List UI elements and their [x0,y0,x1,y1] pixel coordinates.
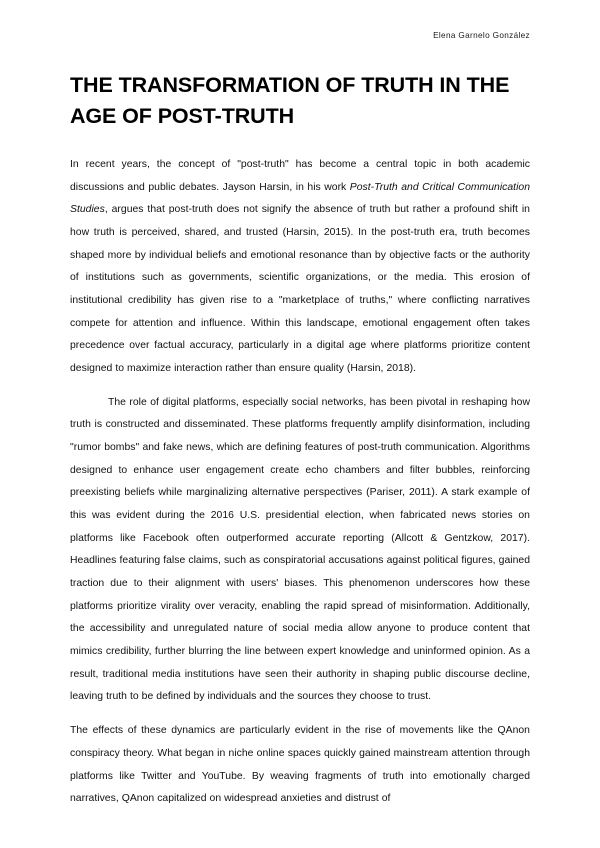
paragraph-3: The effects of these dynamics are particularly evident in the rise of movements like the QAnon conspiracy theory. What began in niche online spaces quickly gained mainstream attention through platforms like Twitter and YouTube. By weaving fragments of truth into emotionally charged narratives, QAnon capitalized on widespread anxieties and distrust of [70,725,530,805]
document-body [70,70,530,811]
running-header: Elena Garnelo González [433,31,530,40]
page-title: THE TRANSFORMATION OF TRUTH IN THE AGE OF POST-TRUTH [70,73,510,128]
paragraph-1 [70,154,530,381]
paragraph-1-text-after-citation: , argues that post-truth does not signify the absence of truth but rather a profound shift in how truth is perceived, shared, and trusted (Harsin, 2015). In the post-truth era, truth becomes shaped more by individual beliefs and emotional resonance than by objective facts or the authority of institutions such as governments, scientific organizations, or the media. This erosion of institutional credibility has given rise to a "marketplace of truths," where conflicting narratives compete for attention and influence. Within this landscape, emotional engagement often takes precedence over factual accuracy, particularly in a digital age where platforms prioritize content designed to maximize interaction rather than ensure quality (Harsin, 2018). [70,204,530,375]
paragraph-2: The role of digital platforms, especially social networks, has been pivotal in reshaping how truth is constructed and disseminated. These platforms frequently amplify disinformation, including "rumor bombs" and fake news, which are defining features of post-truth communication. Algorithms designed to enhance user engagement create echo chambers and filter bubbles, reinforcing preexisting beliefs while marginalizing alternative perspectives (Pariser, 2011). A stark example of this was evident during the 2016 U.S. presidential election, when fabricated news stories on platforms like Facebook often outperformed accurate reporting (Allcott & Gentzkow, 2017). Headlines featuring false claims, such as conspiratorial accusations against political figures, gained traction due to their alignment with users' biases. This phenomenon underscores how these platforms prioritize virality over veracity, enabling the rapid spread of misinformation. Additionally, the accessibility and unregulated nature of social media allow anyone to produce content that mimics credibility, further blurring the line between expert knowledge and uninformed opinion. As a result, traditional media institutions have seen their authority in shaping public discourse decline, leaving truth to be defined by individuals and the sources they choose to trust. [70,396,530,703]
paragraph-1-text-before-citation: In recent years, the concept of "post-truth" has become a central topic in both academic discussions and public debates. Jayson Harsin, in his work [70,159,530,193]
work-title-italic: Post-Truth and Critical Communication Studies [70,181,530,216]
